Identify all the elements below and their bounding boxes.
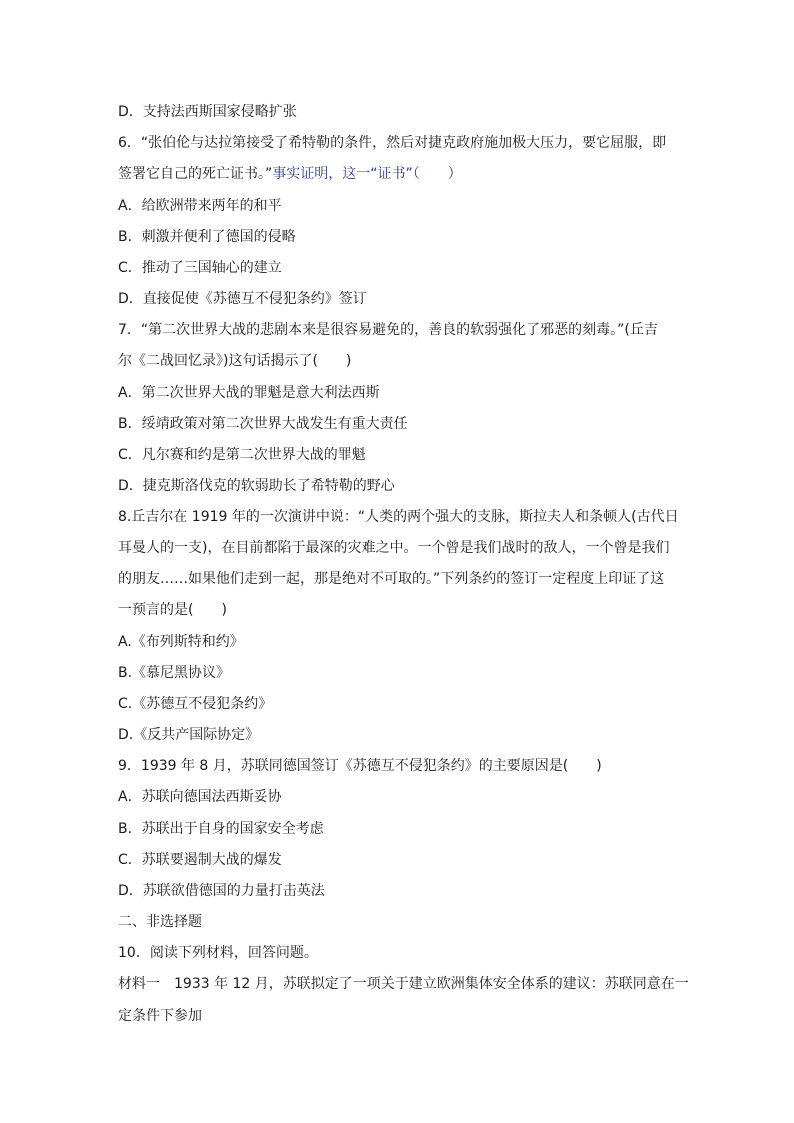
q6-option-d: D．直接促使《苏德互不侵犯条约》签订 (118, 291, 367, 307)
q6-quote-end: 签署它自己的死亡证书。” (118, 166, 273, 182)
q7-option-d: D．捷克斯洛伐克的软弱助长了希特勒的野心 (118, 478, 395, 494)
q9-stem: 9．1939 年 8 月，苏联同德国签订《苏德互不侵犯条约》的主要原因是( ) (118, 758, 602, 774)
q6-question: 事实证明，这一“证书”（ ） (272, 166, 462, 182)
q8-option-a: A.《布列斯特和约》 (118, 634, 244, 650)
q9-option-a: A．苏联向德国法西斯妥协 (118, 789, 282, 805)
q8-stem-line3: 的朋友……如果他们走到一起，那是绝对不可取的。”下列条约的签订一定程度上印证了这 (118, 571, 665, 587)
q6-stem-line2 (118, 164, 462, 184)
section-heading: 二、非选择题 (118, 914, 202, 930)
q9-option-b: B．苏联出于自身的国家安全考虑 (118, 821, 324, 837)
q9-option-c: C．苏联要遏制大战的爆发 (118, 852, 282, 868)
q8-option-d: D.《反共产国际协定》 (118, 727, 260, 743)
q10-material-line2: 定条件下参加 (118, 1008, 202, 1024)
q6-stem-line1: 6．“张伯伦与达拉第接受了希特勒的条件，然后对捷克政府施加极大压力，要它屈服，即 (118, 135, 667, 151)
q7-option-a: A．第二次世界大战的罪魁是意大利法西斯 (118, 385, 380, 401)
q7-stem-line2: 尔《二战回忆录》)这句话揭示了( ) (118, 353, 352, 369)
q9-option-d: D．苏联欲借德国的力量打击英法 (118, 883, 325, 899)
q7-option-b: B．绥靖政策对第二次世界大战发生有重大责任 (118, 416, 408, 432)
q8-option-c: C.《苏德互不侵犯条约》 (118, 696, 273, 712)
q8-stem-line1: 8.丘吉尔在 1919 年的一次演讲中说：“人类的两个强大的支脉，斯拉夫人和条顿人(古代日 (118, 509, 679, 525)
q7-option-c: C．凡尔赛和约是第二次世界大战的罪魁 (118, 447, 366, 463)
q5-option-d: D．支持法西斯国家侵略扩张 (118, 104, 297, 120)
q8-option-b: B.《慕尼黑协议》 (118, 665, 231, 681)
q6-option-a: A．给欧洲带来两年的和平 (118, 198, 282, 214)
q7-stem-line1: 7．“第二次世界大战的悲剧本来是很容易避免的，善良的软弱强化了邪恶的刻毒。”(丘吉 (118, 322, 658, 338)
q8-stem-line2: 耳曼人的一支)，在目前都陷于最深的灾难之中。一个曾是我们战时的敌人，一个曾是我们 (118, 540, 670, 556)
q10-material-line1: 材料一 1933 年 12 月，苏联拟定了一项关于建立欧洲集体安全体系的建议：苏联同意在一 (118, 976, 689, 992)
q10-stem: 10．阅读下列材料，回答问题。 (118, 945, 318, 961)
q8-stem-line4: 一预言的是( ) (118, 602, 227, 618)
q6-option-b: B．刺激并便利了德国的侵略 (118, 229, 296, 245)
q6-option-c: C．推动了三国轴心的建立 (118, 260, 282, 276)
